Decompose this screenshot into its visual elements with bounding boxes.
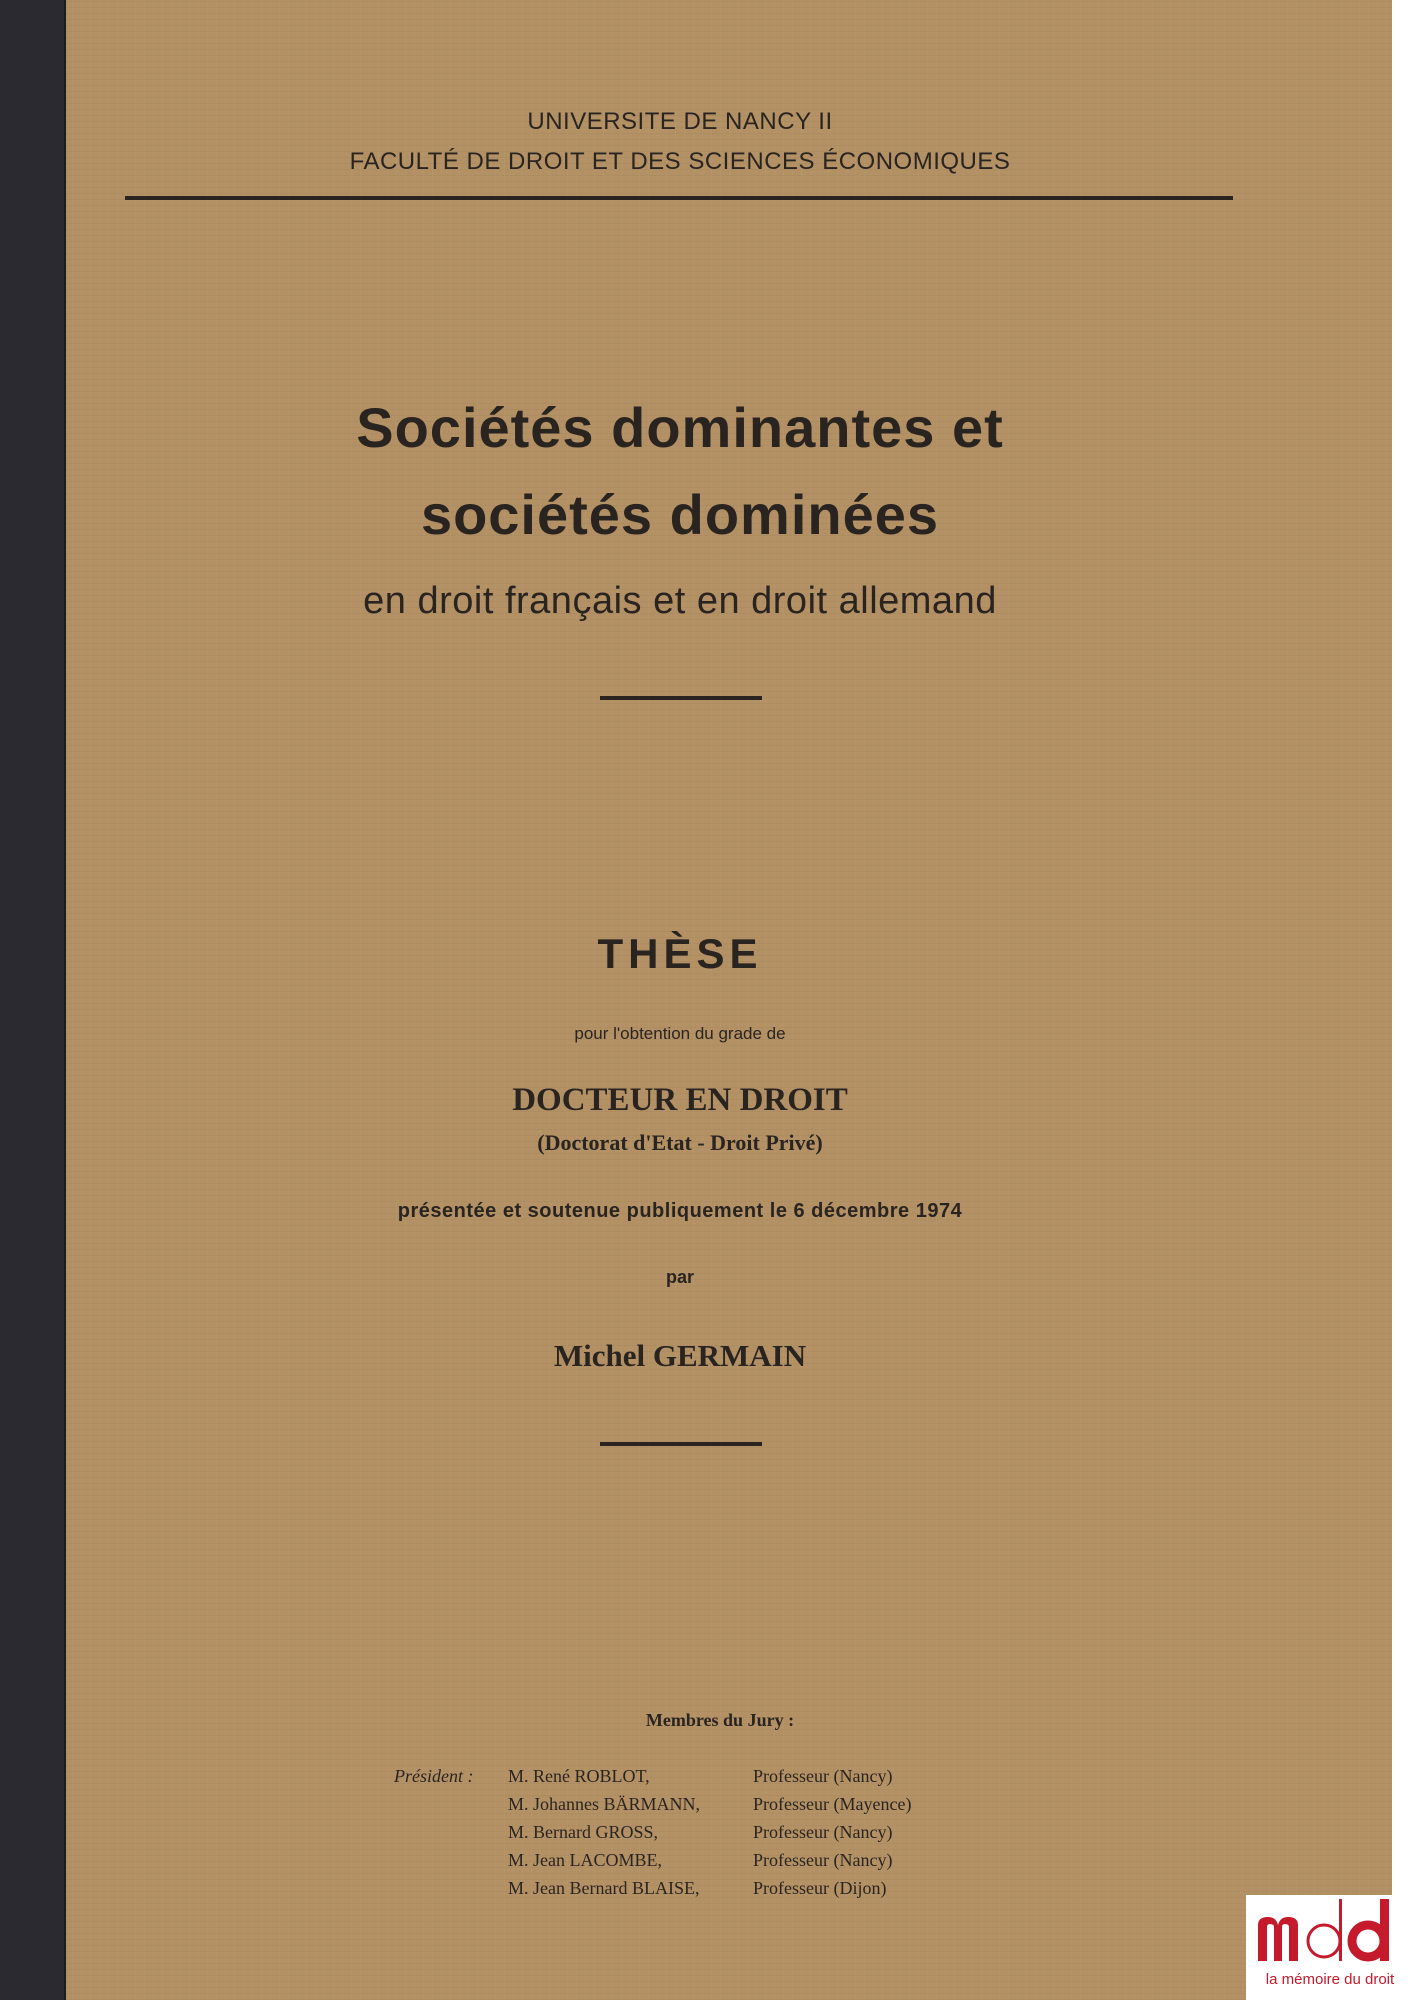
jury-member-name: M. René ROBLOT, bbox=[508, 1766, 650, 1786]
title-line-2: sociétés dominées bbox=[420, 483, 940, 546]
author-name: Michel GERMAIN bbox=[553, 1338, 807, 1373]
title-divider bbox=[600, 696, 762, 700]
jury-member bbox=[380, 1850, 980, 1878]
title-line-1: Sociétés dominantes et bbox=[356, 396, 1004, 459]
jury-member-name: M. Johannes BÄRMANN, bbox=[508, 1794, 701, 1814]
jury-member-role: Professeur (Nancy) bbox=[753, 1850, 893, 1870]
defense-date-line: présentée et soutenue publiquement le 6 décembre 1974 bbox=[397, 1200, 963, 1222]
logo-tagline: la mémoire du droit bbox=[1265, 1971, 1395, 1988]
jury-member-role: Professeur (Nancy) bbox=[753, 1766, 893, 1786]
subtitle: en droit français et en droit allemand bbox=[363, 580, 997, 622]
jury-member-name: M. Jean Bernard BLAISE, bbox=[508, 1878, 700, 1898]
president-label: Président : bbox=[394, 1766, 474, 1786]
thesis-purpose: pour l'obtention du grade de bbox=[574, 1024, 786, 1043]
jury-heading: Membres du Jury : bbox=[645, 1710, 795, 1730]
jury-list bbox=[380, 1766, 980, 1906]
jury-member bbox=[380, 1878, 980, 1906]
jury-member bbox=[380, 1766, 980, 1794]
university-name: UNIVERSITE DE NANCY II bbox=[527, 108, 833, 135]
degree-detail: (Doctorat d'Etat - Droit Privé) bbox=[537, 1130, 823, 1155]
header-divider bbox=[125, 196, 1233, 200]
jury-member bbox=[380, 1794, 980, 1822]
jury-member-name: M. Bernard GROSS, bbox=[508, 1822, 659, 1842]
jury-member bbox=[380, 1822, 980, 1850]
mdd-logo-mark bbox=[1254, 1895, 1404, 1965]
mdd-logo bbox=[1246, 1895, 1414, 2000]
faculty-name: FACULTÉ DE DROIT ET DES SCIENCES ÉCONOMIQUES bbox=[349, 148, 1011, 175]
degree-title: DOCTEUR EN DROIT bbox=[512, 1082, 848, 1118]
binding-spine bbox=[0, 0, 66, 2000]
by-label: par bbox=[665, 1267, 694, 1287]
thesis-label: THÈSE bbox=[597, 930, 763, 977]
jury-member-role: Professeur (Nancy) bbox=[753, 1822, 893, 1842]
jury-member-name: M. Jean LACOMBE, bbox=[508, 1850, 662, 1870]
author-divider bbox=[600, 1442, 762, 1446]
jury-member-role: Professeur (Dijon) bbox=[753, 1878, 887, 1898]
jury-member-role: Professeur (Mayence) bbox=[753, 1794, 912, 1814]
